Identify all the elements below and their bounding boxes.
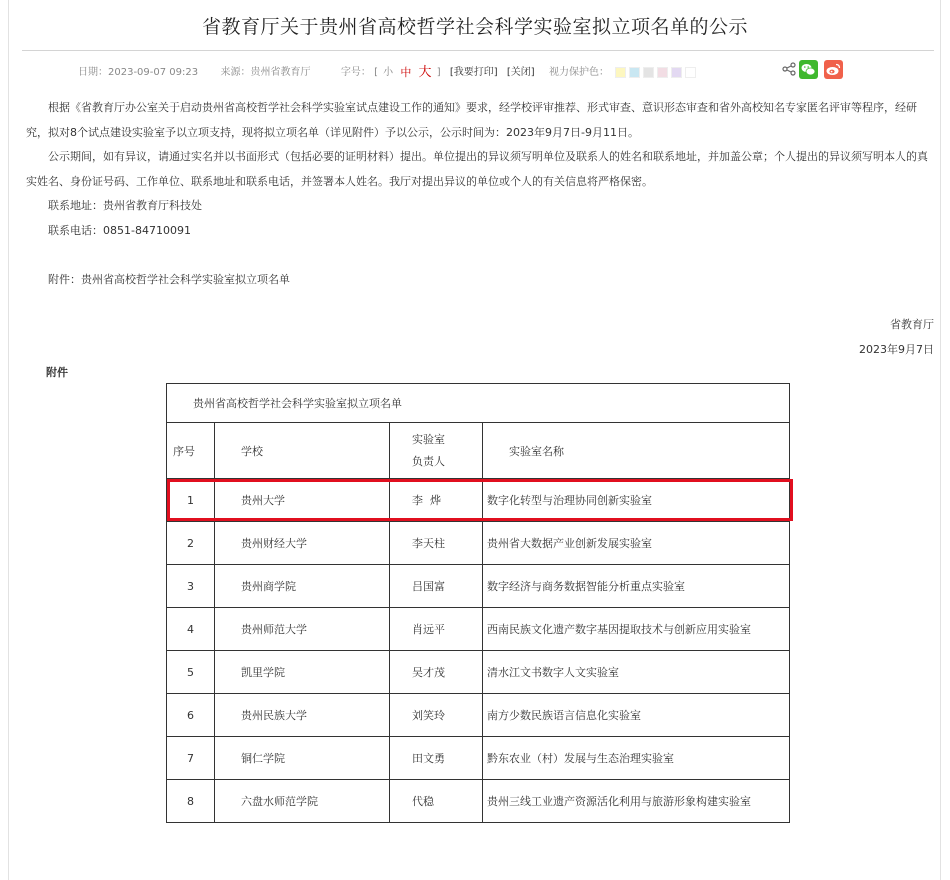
font-large-link[interactable]: 大 — [418, 65, 432, 80]
contact-phone: 联系电话：0851-84710091 — [48, 223, 191, 237]
font-medium-link[interactable]: 中 — [400, 66, 412, 79]
row-lab-name-cell: 清水江文书数字人文实验室 — [483, 651, 790, 694]
row-leader-cell: 李天柱 — [390, 522, 483, 565]
eye-color-swatch[interactable] — [615, 67, 626, 78]
row-school-cell: 铜仁学院 — [215, 737, 390, 780]
row-lab-name-cell: 数字经济与商务数据智能分析重点实验室 — [483, 565, 790, 608]
table-row — [167, 608, 790, 651]
row-lab-name-cell: 贵州三线工业遗产资源活化利用与旅游形象构建实验室 — [483, 780, 790, 823]
row-school-cell: 贵州大学 — [215, 479, 390, 522]
header-leader-line2: 负责人 — [412, 454, 445, 468]
row-school-cell: 贵州财经大学 — [215, 522, 390, 565]
row-school-cell: 贵州师范大学 — [215, 608, 390, 651]
row-no-cell: 7 — [167, 737, 215, 780]
publish-date: 日期：2023-09-07 09:23 — [78, 67, 199, 78]
table-caption-row — [167, 384, 790, 423]
row-school-cell: 贵州民族大学 — [215, 694, 390, 737]
signature-date: 2023年9月7日 — [859, 343, 934, 356]
header-leader — [390, 423, 483, 479]
eye-color-swatch[interactable] — [629, 67, 640, 78]
table-row — [167, 651, 790, 694]
eye-color-swatch[interactable] — [657, 67, 668, 78]
blank-line — [26, 243, 938, 268]
row-school-cell: 六盘水师范学院 — [215, 780, 390, 823]
body-paragraph: 公示期间，如有异议，请通过实名并以书面形式（包括必要的证明材料）提出。单位提出的异议须写明单位及联系人的姓名和联系地址，并加盖公章；个人提出的异议须写明本人的真实姓名、身份证号码、工作单位、联系地址和联系电话，并签署本人姓名。我厅对提出异议的单位或个人的有关信息将严格保密。 — [26, 150, 928, 188]
header-school: 学校 — [215, 423, 390, 479]
body-paragraph: 根据《省教育厅办公室关于启动贵州省高校哲学社会科学实验室试点建设工作的通知》要求，经学校评审推荐、形式审查、意识形态审查和省外高校知名专家匿名评审等程序，经研究，拟对8个试点建设实验室予以立项支持，现将拟立项名单（详见附件）予以公示，公示时间为：2023年9月7日-9月11日。 — [26, 101, 917, 139]
table-row — [167, 694, 790, 737]
table-row — [167, 565, 790, 608]
table-row — [167, 522, 790, 565]
article-body — [26, 96, 938, 292]
header-lab-name: 实验室名称 — [483, 423, 790, 479]
font-small-link[interactable]: 小 — [383, 67, 394, 78]
header-no: 序号 — [167, 423, 215, 479]
close-link[interactable]: [关闭] — [506, 67, 535, 78]
row-lab-name-cell: 贵州省大数据产业创新发展实验室 — [483, 522, 790, 565]
share-icon[interactable] — [782, 60, 800, 78]
page-title: 省教育厅关于贵州省高校哲学社会科学实验室拟立项名单的公示 — [201, 16, 748, 38]
row-lab-name-cell: 西南民族文化遗产数字基因提取技术与创新应用实验室 — [483, 608, 790, 651]
wechat-icon[interactable] — [799, 60, 817, 78]
row-no-cell: 2 — [167, 522, 215, 565]
weibo-icon[interactable] — [824, 60, 842, 78]
font-size-bracket-open: [ — [374, 67, 378, 78]
row-school-cell: 贵州商学院 — [215, 565, 390, 608]
row-no-cell: 8 — [167, 780, 215, 823]
signature-org: 省教育厅 — [890, 318, 934, 331]
row-leader-cell: 肖远平 — [390, 608, 483, 651]
article-meta — [78, 66, 696, 81]
row-no-cell: 6 — [167, 694, 215, 737]
row-leader-cell: 李 烨 — [390, 479, 483, 522]
table-caption: 贵州省高校哲学社会科学实验室拟立项名单 — [167, 384, 790, 423]
row-leader-cell: 刘笑玲 — [390, 694, 483, 737]
eye-protection-label: 视力保护色： — [549, 67, 610, 78]
row-lab-name-cell: 黔东农业（村）发展与生态治理实验室 — [483, 737, 790, 780]
eye-color-swatches — [612, 66, 696, 80]
attachment-heading: 附件 — [46, 366, 68, 379]
source-label: 来源：贵州省教育厅 — [220, 67, 311, 78]
row-no-cell: 1 — [167, 479, 215, 522]
row-leader-cell: 代稳 — [390, 780, 483, 823]
row-lab-name-cell: 南方少数民族语言信息化实验室 — [483, 694, 790, 737]
table-row — [167, 737, 790, 780]
attachment-line: 附件：贵州省高校哲学社会科学实验室拟立项名单 — [48, 272, 290, 286]
row-no-cell: 4 — [167, 608, 215, 651]
eye-color-swatch[interactable] — [671, 67, 682, 78]
table-row — [167, 780, 790, 823]
row-no-cell: 5 — [167, 651, 215, 694]
row-leader-cell: 吕国富 — [390, 565, 483, 608]
row-no-cell: 3 — [167, 565, 215, 608]
table-row — [167, 479, 790, 522]
row-lab-name-cell: 数字化转型与治理协同创新实验室 — [483, 479, 790, 522]
row-leader-cell: 田文勇 — [390, 737, 483, 780]
row-school-cell: 凯里学院 — [215, 651, 390, 694]
eye-color-swatch[interactable] — [643, 67, 654, 78]
font-size-label: 字号： — [340, 67, 371, 78]
table-header-row — [167, 423, 790, 479]
eye-color-swatch[interactable] — [685, 67, 696, 78]
font-size-bracket-close: ] — [436, 67, 441, 78]
title-divider — [22, 50, 934, 51]
lab-list-table — [166, 383, 790, 823]
print-link[interactable]: [我要打印] — [449, 67, 498, 78]
header-leader-line1: 实验室 — [412, 432, 445, 446]
row-leader-cell: 吴才茂 — [390, 651, 483, 694]
contact-address: 联系地址：贵州省教育厅科技处 — [48, 199, 202, 212]
